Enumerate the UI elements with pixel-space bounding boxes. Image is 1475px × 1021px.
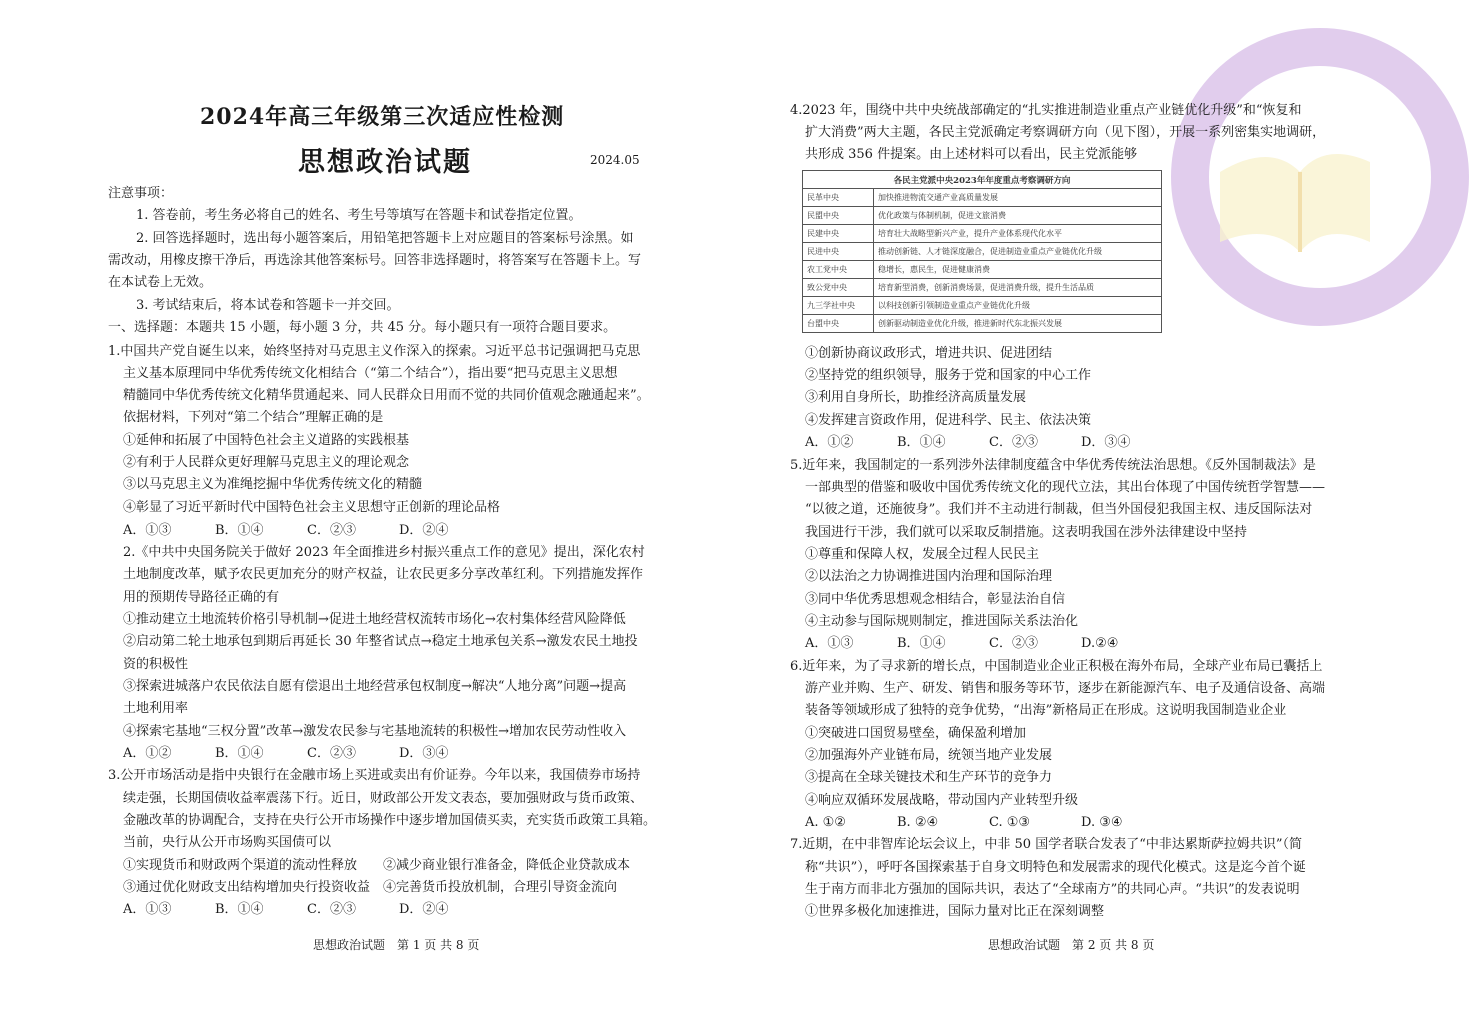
statement-option: ②以法治之力协调推进国内治理和国际治理 xyxy=(805,569,1053,584)
statement-option: ①延伸和拓展了中国特色社会主义道路的实践根基 xyxy=(123,433,410,448)
subject-title: 思想政治试题 xyxy=(298,147,472,178)
question-text: 游产业并购、生产、研发、销售和服务等环节，逐步在新能源汽车、电子及通信设备、高端 xyxy=(805,681,1326,696)
question-text: 称“共识”），呼吁各国探索基于自身文明特色和发展需求的现代化模式。这是迄今首个诞 xyxy=(805,860,1306,875)
question-text: “以彼之道，还施彼身”。我们并不主动进行制裁，但当外国侵犯我国主权、违反国际法对 xyxy=(805,502,1313,517)
choice-c: C．②③ xyxy=(307,746,356,761)
question-text: 一部典型的借鉴和吸收中国优秀传统文化的现代立法，其出台体现了中国传统哲学智慧—— xyxy=(805,480,1326,495)
question-text: 4.2023 年，围绕中共中央统战部确定的“扎实推进制造业重点产业链优化升级”和“恢复和 xyxy=(790,103,1302,118)
table-row xyxy=(803,225,1162,243)
choice-b: B. ②④ xyxy=(897,815,939,830)
exam-title: 2024年高三年级第三次适应性检测 xyxy=(200,104,565,130)
answer-choices xyxy=(805,812,1173,834)
notice-item: 在本试卷上无效。 xyxy=(108,275,213,290)
question-text: 金融改革的协调配合，支持在央行公开市场操作中逐步增加国债买卖，充实货币政策工具箱。 xyxy=(123,813,657,828)
notice-item: 2. 回答选择题时，选出每小题答案后，用铅笔把答题卡上对应题目的答案标号涂黑。如 xyxy=(136,231,634,246)
research-directions-table xyxy=(802,170,1162,333)
table-row xyxy=(803,243,1162,261)
statement-option: ③通过优化财政支出结构增加央行投资收益 ④完善货币投放机制，合理引导资金流向 xyxy=(123,880,618,895)
choice-c: C．②③ xyxy=(989,435,1038,450)
choice-d: D.②④ xyxy=(1081,636,1119,651)
topic-cell: 培育新型消费，创新消费场景，促进消费升级，提升生活品质 xyxy=(874,279,1162,297)
table-row xyxy=(803,279,1162,297)
table-row xyxy=(803,261,1162,279)
statement-option: ③探索进城落户农民依法自愿有偿退出土地经营承包权制度→解决“人地分离”问题→提高 xyxy=(123,679,627,694)
statement-option: ③利用自身所长，助推经济高质量发展 xyxy=(805,390,1027,405)
statement-option: ④主动参与国际规则制定，推进国际关系法治化 xyxy=(805,614,1079,629)
party-cell: 民盟中央 xyxy=(803,207,874,225)
watermark-logo xyxy=(1150,12,1470,332)
choice-a: A. ①② xyxy=(805,815,846,830)
answer-choices xyxy=(123,899,491,921)
statement-option: ②加强海外产业链布局，统领当地产业发展 xyxy=(805,748,1053,763)
page-footer: 思想政治试题 第 2 页 共 8 页 xyxy=(988,938,1155,952)
topic-cell: 推动创新链、人才链深度融合，促进制造业重点产业链优化升级 xyxy=(874,243,1162,261)
exam-date: 2024.05 xyxy=(590,153,640,167)
question-text: 1.中国共产党自诞生以来，始终坚持对马克思主义作深入的探索。习近平总书记强调把马克思 xyxy=(108,344,641,359)
question-text: 装备等领域形成了独特的竞争优势，“出海”新格局正在形成。这说明我国制造业企业 xyxy=(805,703,1287,718)
notice-item: 3. 考试结束后，将本试卷和答题卡一并交回。 xyxy=(136,298,400,313)
question-text: 依据材料，下列对“第二个结合”理解正确的是 xyxy=(123,410,384,425)
choice-d: D．②④ xyxy=(399,523,449,538)
statement-option: ①创新协商议政形式，增进共识、促进团结 xyxy=(805,346,1053,361)
topic-cell: 优化政策与体制机制，促进文旅消费 xyxy=(874,207,1162,225)
party-cell: 致公党中央 xyxy=(803,279,874,297)
question-text: 当前，央行从公开市场购买国债可以 xyxy=(123,835,332,850)
choice-c: C．②③ xyxy=(989,636,1038,651)
statement-option: 土地利用率 xyxy=(123,701,189,716)
question-text: 续走强，长期国债收益率震荡下行。近日，财政部公开发文表态，要加强财政与货币政策、 xyxy=(123,791,644,806)
party-cell: 民建中央 xyxy=(803,225,874,243)
choice-a: A．①② xyxy=(805,435,854,450)
choice-a: A．①③ xyxy=(123,902,172,917)
notice-item: 1. 答卷前，考生务必将自己的姓名、考生号等填写在答题卡和试卷指定位置。 xyxy=(136,208,582,223)
statement-option: ①实现货币和财政两个渠道的流动性释放 ②减少商业银行准备金，降低企业贷款成本 xyxy=(123,858,631,873)
question-text: 6.近年来，为了寻求新的增长点，中国制造业企业正积极在海外布局，全球产业布局已囊括上 xyxy=(790,659,1323,674)
party-cell: 台盟中央 xyxy=(803,315,874,333)
statement-option: ④探索宅基地“三权分置”改革→激发农民参与宅基地流转的积极性→增加农民劳动性收入 xyxy=(123,724,627,739)
notice-item: 需改动，用橡皮擦干净后，再选涂其他答案标号。回答非选择题时，将答案写在答题卡上。写 xyxy=(108,253,642,268)
question-text: 扩大消费”两大主题，各民主党派确定考察调研方向（见下图），开展一系列密集实地调研， xyxy=(805,125,1326,140)
section-heading: 一、选择题：本题共 15 小题，每小题 3 分，共 45 分。每小题只有一项符合题目要求。 xyxy=(108,320,617,335)
choice-d: D．②④ xyxy=(399,902,449,917)
choice-a: A．①③ xyxy=(805,636,854,651)
statement-option: ②有利于人民群众更好理解马克思主义的理论观念 xyxy=(123,455,410,470)
choice-d: D．③④ xyxy=(399,746,449,761)
question-text: 生于南方而非北方强加的国际共识，表达了“全球南方”的共同心声。“共识”的发表说明 xyxy=(805,882,1300,897)
choice-c: C. ①③ xyxy=(989,815,1031,830)
topic-cell: 以科技创新引领制造业重点产业链优化升级 xyxy=(874,297,1162,315)
statement-option: ①尊重和保障人权，发展全过程人民民主 xyxy=(805,547,1040,562)
statement-option: ③同中华优秀思想观念相结合，彰显法治自信 xyxy=(805,592,1066,607)
question-text: 用的预期传导路径正确的有 xyxy=(123,590,280,605)
statement-option: ③提高在全球关键技术和生产环节的竞争力 xyxy=(805,770,1053,785)
statement-option: ②坚持党的组织领导，服务于党和国家的中心工作 xyxy=(805,368,1092,383)
topic-cell: 创新驱动制造业优化升级，推进新时代东北振兴发展 xyxy=(874,315,1162,333)
choice-d: D. ③④ xyxy=(1081,815,1123,830)
choice-b: B．①④ xyxy=(897,435,946,450)
question-text: 主义基本原理同中华优秀传统文化相结合（“第二个结合”），指出要“把马克思主义思想 xyxy=(123,366,618,381)
page-footer: 思想政治试题 第 1 页 共 8 页 xyxy=(313,938,480,952)
statement-option: 资的积极性 xyxy=(123,657,189,672)
party-cell: 民革中央 xyxy=(803,189,874,207)
table-row xyxy=(803,189,1162,207)
answer-choices xyxy=(123,743,491,765)
question-text: 土地制度改革，赋予农民更加充分的财产权益，让农民更多分享改革红利。下列措施发挥作 xyxy=(123,567,644,582)
answer-choices xyxy=(805,633,1173,655)
party-cell: 民进中央 xyxy=(803,243,874,261)
choice-c: C．②③ xyxy=(307,902,356,917)
choice-b: B．①④ xyxy=(897,636,946,651)
topic-cell: 加快推进物流交通产业高质量发展 xyxy=(874,189,1162,207)
question-text: 2.《中共中央国务院关于做好 2023 年全面推进乡村振兴重点工作的意见》提出，深化农村 xyxy=(123,545,645,560)
question-text: 5.近年来，我国制定的一系列涉外法律制度蕴含中华优秀传统法治思想。《反外国制裁法》是 xyxy=(790,458,1316,473)
choice-b: B．①④ xyxy=(215,902,264,917)
choice-d: D．③④ xyxy=(1081,435,1131,450)
table-row xyxy=(803,297,1162,315)
question-text: 精髓同中华优秀传统文化精华贯通起来、同人民群众日用而不觉的共同价值观念融通起来”。 xyxy=(123,388,650,403)
question-text: 共形成 356 件提案。由上述材料可以看出，民主党派能够 xyxy=(805,147,1138,162)
topic-cell: 稳增长，惠民生，促进健康消费 xyxy=(874,261,1162,279)
statement-option: ①世界多极化加速推进，国际力量对比正在深刻调整 xyxy=(805,904,1105,919)
question-text: 7.近期，在中非智库论坛会议上，中非 50 国学者联合发表了“中非达累斯萨拉姆共识”（简 xyxy=(790,837,1303,852)
choice-c: C．②③ xyxy=(307,523,356,538)
answer-choices xyxy=(123,520,491,542)
table-title: 各民主党派中央2023年年度重点考察调研方向 xyxy=(803,171,1162,189)
table-row xyxy=(803,207,1162,225)
statement-option: ①突破进口国贸易壁垒，确保盈利增加 xyxy=(805,726,1027,741)
choice-a: A．①② xyxy=(123,746,172,761)
party-cell: 九三学社中央 xyxy=(803,297,874,315)
statement-option: ③以马克思主义为准绳挖掘中华优秀传统文化的精髓 xyxy=(123,477,423,492)
topic-cell: 培育壮大战略型新兴产业，提升产业体系现代化水平 xyxy=(874,225,1162,243)
answer-choices xyxy=(805,432,1173,454)
statement-option: ②启动第二轮土地承包到期后再延长 30 年整省试点→稳定土地承包关系→激发农民土地投 xyxy=(123,634,638,649)
question-text: 我国进行干涉，我们就可以采取反制措施。这表明我国在涉外法律建设中坚持 xyxy=(805,525,1248,540)
party-cell: 农工党中央 xyxy=(803,261,874,279)
question-text: 3.公开市场活动是指中央银行在金融市场上买进或卖出有价证券。今年以来，我国债券市场持 xyxy=(108,768,641,783)
statement-option: ④响应双循环发展战略，带动国内产业转型升级 xyxy=(805,793,1079,808)
choice-b: B．①④ xyxy=(215,746,264,761)
statement-option: ④彰显了习近平新时代中国特色社会主义思想守正创新的理论品格 xyxy=(123,500,501,515)
statement-option: ①推动建立土地流转价格引导机制→促进土地经营权流转市场化→农村集体经营风险降低 xyxy=(123,612,626,627)
choice-a: A．①③ xyxy=(123,523,172,538)
table-row xyxy=(803,315,1162,333)
statement-option: ④发挥建言资政作用，促进科学、民主、依法决策 xyxy=(805,413,1092,428)
notice-heading: 注意事项： xyxy=(108,186,174,201)
choice-b: B．①④ xyxy=(215,523,264,538)
